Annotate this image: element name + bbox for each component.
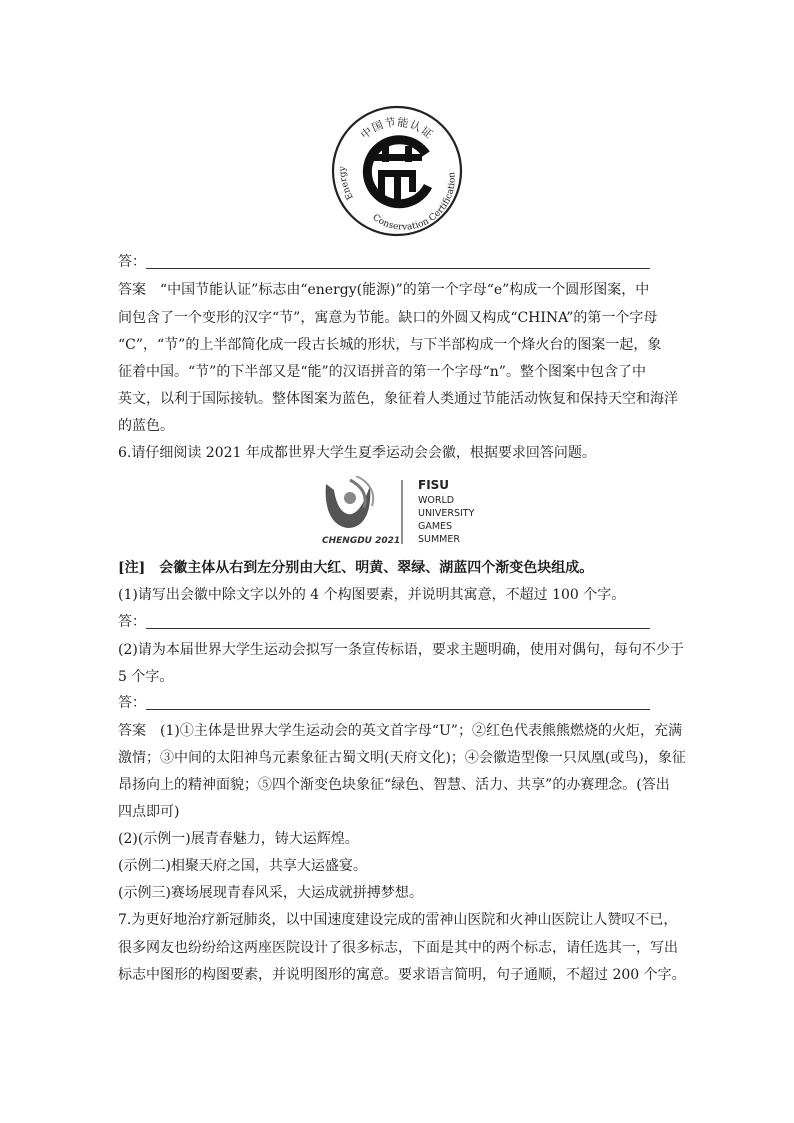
- logo-line-text: SUMMER: [418, 534, 460, 545]
- answer-text-line: (示例三)赛场展现青春风采，大运成就拼搏梦想。: [118, 885, 423, 901]
- answer-text-line: 的蓝色。: [118, 418, 174, 434]
- svg-text:Energy: [338, 165, 356, 201]
- answer-text-line: 四点即可): [118, 804, 180, 820]
- logo-left-text: Energy: [338, 166, 356, 202]
- answer-text-line: 答案 “中国节能认证”标志由“energy(能源)”的第一个字母“e”构成一个圆形图案，中: [118, 282, 650, 298]
- answer-text-line: 昂扬向上的精神面貌；⑤四个渐变色块象征“绿色、智慧、活力、共享”的办赛理念。(答出: [118, 777, 670, 793]
- question-7: 标志中图形的构图要素，并说明图形的寓意。要求语言简明，句子通顺，不超过 200 个字。: [118, 967, 686, 983]
- question-6-sub1: (1)请写出会徽中除文字以外的 4 个构图要素，并说明其寓意，不超过 100 个字。: [118, 587, 626, 603]
- answer-text-line: (2)(示例一)展青春魅力，铸大运辉煌。: [118, 831, 359, 847]
- answer-text-line: “C”，“节”的上半部简化成一段古长城的形状，与下半部构成一个烽火台的图案一起，象: [118, 337, 662, 353]
- answer-underline: [146, 268, 650, 269]
- logo-org-text: FISU: [418, 478, 450, 492]
- answer-text-line: 间包含了一个变形的汉字“节”，寓意为节能。缺口的外圆又构成“CHINA”的第一个字母: [118, 310, 658, 326]
- phoenix-u-icon: [326, 476, 374, 528]
- answer-text-line: 英文，以利于国际接轨。整体图案为蓝色，象征着人类通过节能活动恢复和保持天空和海洋: [118, 391, 678, 407]
- logo-top-text: 中国节能认证: [358, 115, 436, 142]
- question-6-sub2: (2)请为本届世界大学生运动会拟写一条宣传标语，要求主题明确，使用对偶句，每句不少于: [118, 642, 684, 658]
- question-6-sub2: 5 个字。: [118, 669, 174, 685]
- logo-city-text: CHENGDU 2021: [322, 536, 401, 546]
- answer-label: 答：: [118, 254, 146, 270]
- answer-text-line: 答案 (1)①主体是世界大学生运动会的英文首字母“U”；②红色代表熊熊燃烧的火炬，充满: [118, 723, 682, 739]
- answer-text-line: 征着中国。“节”的下半部又是“能”的汉语拼音的第一个字母“n”。整个图案中包含了中: [118, 364, 646, 380]
- jie-emblem-icon: [367, 140, 428, 204]
- answer-text-line: (示例二)相聚天府之国，共享大运盛宴。: [118, 858, 367, 874]
- question-6-note: [注] 会徽主体从右到左分别由大红、明黄、翠绿、湖蓝四个渐变色块组成。: [118, 560, 594, 576]
- answer-text-line: 激情；③中间的太阳神鸟元素象征古蜀文明(天府文化)；④会徽造型像一只凤凰(或鸟)，象征: [118, 750, 686, 766]
- logo-line-text: WORLD: [418, 495, 455, 506]
- answer-underline: [146, 628, 650, 629]
- answer-label: 答：: [118, 695, 146, 711]
- question-7: 很多网友也纷纷给这两座医院设计了很多标志，下面是其中的两个标志，请任选其一，写出: [118, 940, 678, 956]
- question-7: 7.为更好地治疗新冠肺炎，以中国速度建设完成的雷神山医院和火神山医院让人赞叹不已，: [118, 912, 678, 928]
- answer-underline: [146, 709, 650, 710]
- logo-line-text: GAMES: [418, 521, 453, 532]
- question-6: 6.请仔细阅读 2021 年成都世界大学生夏季运动会会徽，根据要求回答问题。: [118, 445, 596, 461]
- energy-conservation-logo: [330, 104, 464, 238]
- chengdu-fisu-logo: [320, 476, 490, 546]
- logo-line-text: UNIVERSITY: [418, 508, 475, 519]
- logo-bottom-text: Conservation Certification: [370, 171, 458, 233]
- answer-label: 答：: [118, 614, 146, 630]
